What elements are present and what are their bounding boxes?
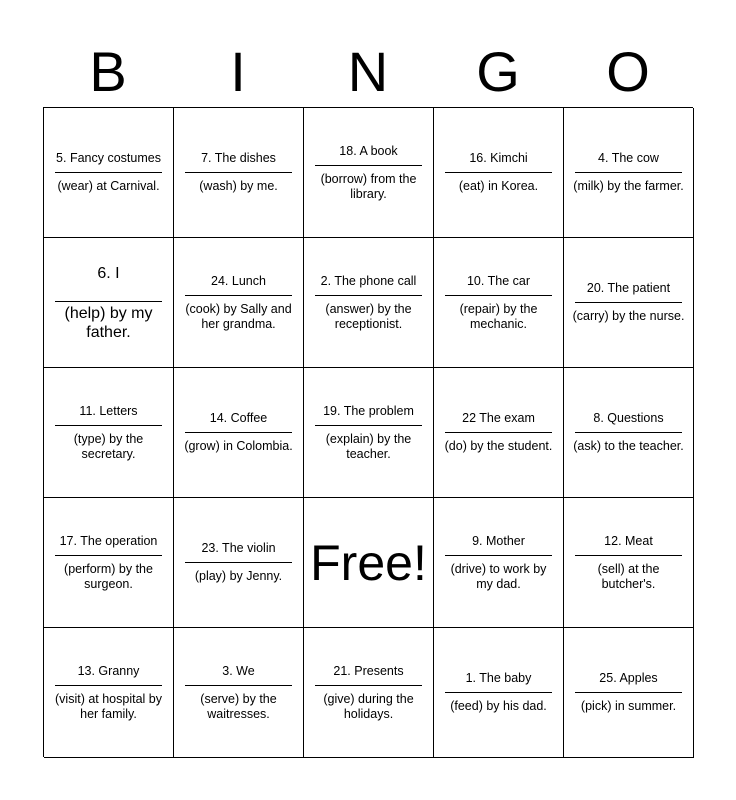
bingo-cell bbox=[434, 498, 564, 628]
cell-subject: 17. The operation bbox=[59, 533, 158, 548]
header-letter-b: B bbox=[89, 40, 127, 103]
answer-blank-line bbox=[575, 172, 682, 173]
bingo-header bbox=[43, 40, 693, 104]
answer-blank-line bbox=[315, 295, 422, 296]
answer-blank-line bbox=[575, 432, 682, 433]
answer-blank-line bbox=[575, 692, 682, 693]
cell-subject: 24. Lunch bbox=[211, 273, 266, 288]
cell-subject: 4. The cow bbox=[598, 151, 659, 165]
cell-prompt: (sell) at the butcher's. bbox=[597, 561, 660, 591]
bingo-cell bbox=[564, 628, 694, 758]
answer-blank-line bbox=[185, 562, 292, 563]
cell-subject: 16. Kimchi bbox=[469, 151, 528, 165]
free-space-cell bbox=[304, 498, 434, 628]
bingo-cell bbox=[174, 368, 304, 498]
cell-subject: 10. The car bbox=[466, 273, 530, 288]
bingo-cell bbox=[304, 628, 434, 758]
bingo-cell bbox=[44, 368, 174, 498]
header-letter-g: G bbox=[476, 40, 520, 103]
cell-prompt: (play) by Jenny. bbox=[194, 569, 283, 583]
cell-prompt: (drive) to work by my dad. bbox=[450, 561, 547, 591]
bingo-grid bbox=[43, 107, 693, 757]
answer-blank-line bbox=[315, 165, 422, 166]
cell-subject: 19. The problem bbox=[323, 403, 414, 418]
cell-subject: 22 The exam bbox=[462, 411, 535, 425]
bingo-cell bbox=[174, 628, 304, 758]
bingo-cell bbox=[174, 238, 304, 368]
free-space-label: Free! bbox=[310, 534, 427, 591]
answer-blank-line bbox=[185, 295, 292, 296]
cell-prompt: (milk) by the farmer. bbox=[573, 179, 684, 193]
answer-blank-line bbox=[575, 555, 682, 556]
bingo-cell bbox=[434, 368, 564, 498]
answer-blank-line bbox=[445, 295, 552, 296]
cell-subject: 13. Granny bbox=[77, 663, 140, 678]
answer-blank-line bbox=[445, 432, 552, 433]
answer-blank-line bbox=[445, 172, 552, 173]
cell-prompt: (borrow) from the library. bbox=[320, 171, 417, 201]
answer-blank-line bbox=[55, 555, 162, 556]
bingo-cell bbox=[564, 368, 694, 498]
cell-subject: 11. Letters bbox=[79, 403, 138, 418]
answer-blank-line bbox=[185, 172, 292, 173]
answer-blank-line bbox=[185, 685, 292, 686]
cell-subject: 5. Fancy costumes bbox=[56, 151, 161, 165]
header-letter-n: N bbox=[347, 40, 389, 103]
cell-prompt: (wash) by me. bbox=[199, 179, 278, 193]
answer-blank-line bbox=[55, 685, 162, 686]
bingo-cell bbox=[44, 238, 174, 368]
cell-prompt: (answer) by the receptionist. bbox=[325, 301, 412, 331]
bingo-cell bbox=[304, 238, 434, 368]
cell-subject: 6. I bbox=[97, 264, 120, 282]
bingo-cell bbox=[434, 238, 564, 368]
cell-subject: 2. The phone call bbox=[320, 273, 417, 288]
bingo-cell bbox=[304, 368, 434, 498]
cell-prompt: (cook) by Sally and her grandma. bbox=[185, 301, 292, 331]
answer-blank-line bbox=[55, 172, 162, 173]
cell-subject: 25. Apples bbox=[599, 671, 658, 685]
cell-subject: 21. Presents bbox=[333, 663, 404, 678]
cell-prompt: (visit) at hospital by her family. bbox=[55, 691, 162, 721]
cell-prompt: (repair) by the mechanic. bbox=[459, 301, 538, 331]
bingo-cell bbox=[434, 108, 564, 238]
cell-subject: 14. Coffee bbox=[209, 411, 268, 425]
answer-blank-line bbox=[445, 555, 552, 556]
bingo-cell bbox=[564, 108, 694, 238]
cell-prompt: (wear) at Carnival. bbox=[57, 179, 160, 193]
bingo-cell bbox=[44, 628, 174, 758]
bingo-cell bbox=[174, 498, 304, 628]
bingo-cell bbox=[44, 108, 174, 238]
answer-blank-line bbox=[315, 425, 422, 426]
cell-subject: 1. The baby bbox=[465, 671, 532, 685]
cell-prompt: (explain) by the teacher. bbox=[325, 431, 412, 461]
answer-blank-line bbox=[55, 425, 162, 426]
answer-blank-line bbox=[445, 692, 552, 693]
cell-prompt: (eat) in Korea. bbox=[458, 179, 539, 193]
cell-prompt: (ask) to the teacher. bbox=[573, 439, 684, 453]
cell-prompt: (help) by my father. bbox=[64, 304, 153, 341]
bingo-cell bbox=[304, 108, 434, 238]
bingo-cell bbox=[434, 628, 564, 758]
answer-blank-line bbox=[55, 301, 162, 302]
cell-subject: 20. The patient bbox=[586, 281, 671, 295]
bingo-cell bbox=[564, 498, 694, 628]
cell-prompt: (do) by the student. bbox=[444, 439, 553, 453]
answer-blank-line bbox=[315, 685, 422, 686]
bingo-cell bbox=[44, 498, 174, 628]
cell-subject: 3. We bbox=[222, 663, 255, 678]
header-letter-i: I bbox=[230, 40, 246, 103]
cell-prompt: (give) during the holidays. bbox=[323, 691, 414, 721]
cell-subject: 9. Mother bbox=[472, 533, 525, 548]
header-letter-o: O bbox=[606, 40, 650, 103]
cell-prompt: (type) by the secretary. bbox=[73, 431, 144, 461]
cell-subject: 23. The violin bbox=[201, 541, 276, 555]
cell-prompt: (carry) by the nurse. bbox=[572, 309, 685, 323]
answer-blank-line bbox=[575, 302, 682, 303]
answer-blank-line bbox=[185, 432, 292, 433]
cell-subject: 12. Meat bbox=[604, 533, 653, 548]
cell-prompt: (pick) in summer. bbox=[580, 699, 677, 713]
cell-subject: 7. The dishes bbox=[201, 151, 276, 165]
cell-prompt: (grow) in Colombia. bbox=[184, 439, 293, 453]
cell-subject: 8. Questions bbox=[593, 411, 664, 425]
cell-prompt: (serve) by the waitresses. bbox=[200, 691, 277, 721]
cell-prompt: (feed) by his dad. bbox=[450, 699, 547, 713]
bingo-cell bbox=[174, 108, 304, 238]
cell-subject: 18. A book bbox=[339, 143, 398, 158]
bingo-cell bbox=[564, 238, 694, 368]
cell-prompt: (perform) by the surgeon. bbox=[64, 561, 153, 591]
